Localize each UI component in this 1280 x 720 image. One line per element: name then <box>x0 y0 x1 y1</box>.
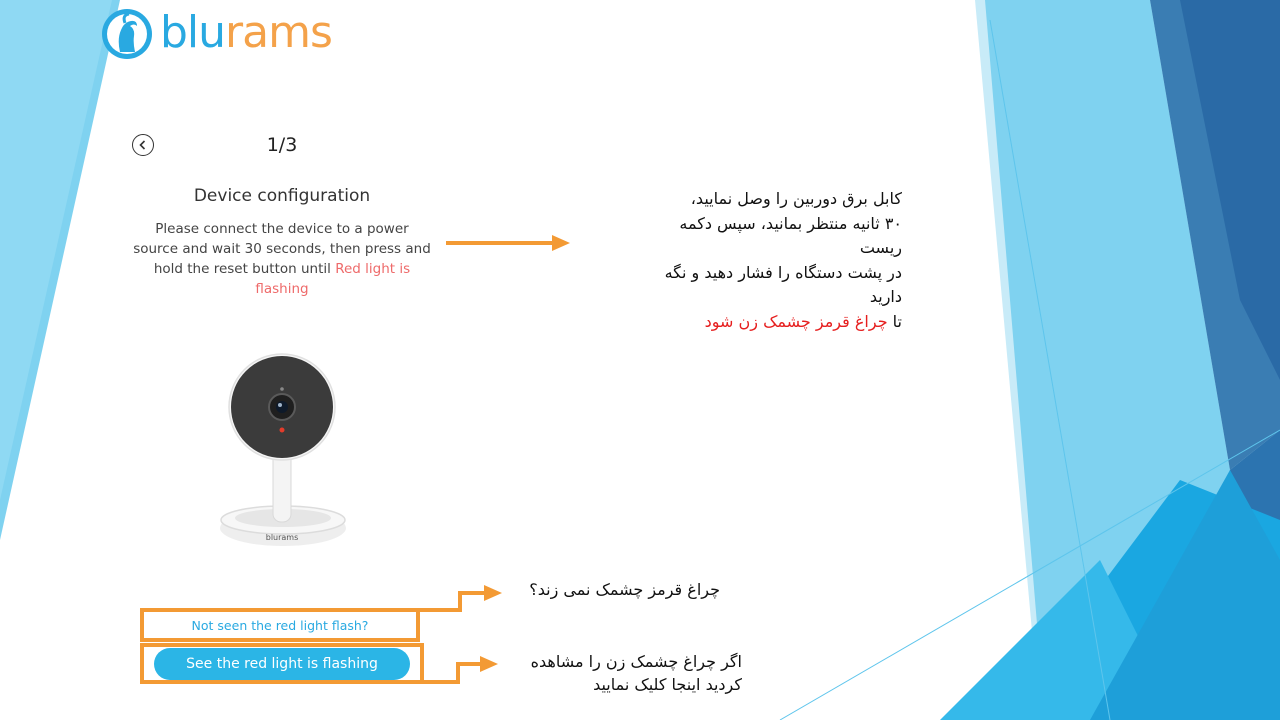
persian-instruction-prefix: تا <box>892 311 902 331</box>
not-seen-flash-link[interactable]: Not seen the red light flash? <box>191 617 369 633</box>
brand-wordmark <box>160 3 332 63</box>
instruction-text <box>132 219 432 299</box>
persian-instruction-line: کابل برق دوربین را وصل نمایید، <box>690 189 902 208</box>
chevron-left-icon <box>137 139 149 151</box>
step-indicator: 1/3 <box>266 134 298 156</box>
ram-logo-icon <box>100 5 156 61</box>
back-button[interactable] <box>132 134 154 156</box>
persian-instruction <box>640 187 902 334</box>
persian-instruction-red: چراغ قرمز چشمک زن شود <box>704 311 888 331</box>
instruction-plain: Please connect the device to a power source and wait 30 seconds, then press and hold the reset button until <box>133 221 431 277</box>
persian-hint-line: اگر چراغ چشمک زن را مشاهده <box>530 652 742 671</box>
persian-instruction-line: در پشت دستگاه را فشار دهید و نگه دارید <box>664 262 902 306</box>
persian-hint-line: کردید اینجا کلیک نمایید <box>593 675 742 694</box>
see-flashing-button[interactable]: See the red light is flashing <box>154 648 410 680</box>
instruction-highlight: Red light is flashing <box>255 261 411 297</box>
persian-instruction-last-line <box>640 310 902 335</box>
persian-question: چراغ قرمز چشمک نمی زند؟ <box>529 580 720 599</box>
persian-instruction-line: ۳۰ ثانیه منتظر بمانید، سپس دکمه ریست <box>679 213 902 257</box>
logo-part-blu: blu <box>160 7 226 58</box>
persian-hint <box>500 650 742 696</box>
camera-illustration <box>215 350 355 560</box>
page-title: Device configuration <box>193 186 371 206</box>
camera-brand-label: blurams <box>265 533 299 542</box>
logo-part-rams: rams <box>225 7 332 58</box>
link-highlight-frame <box>140 608 420 642</box>
